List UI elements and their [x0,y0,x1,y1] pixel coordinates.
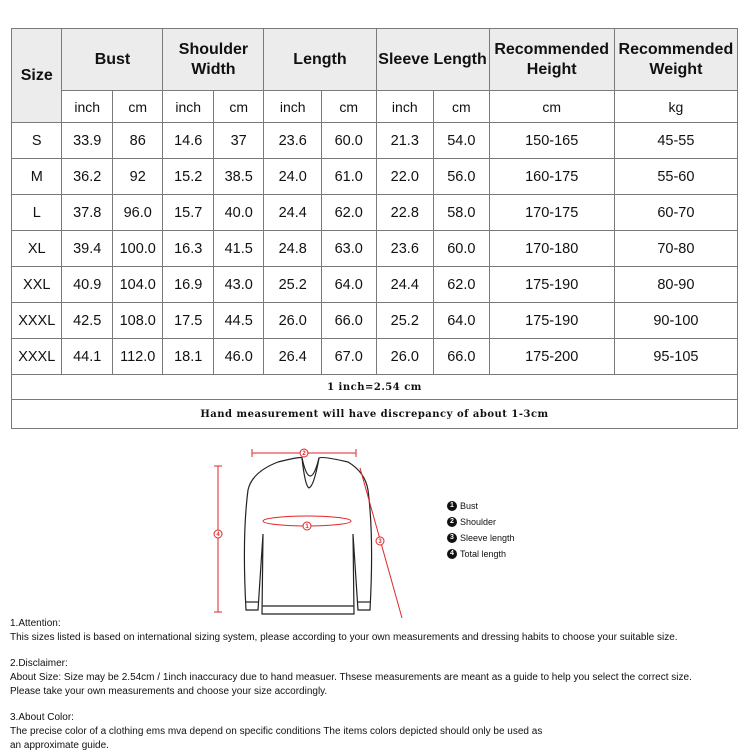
value-cell: 46.0 [213,339,263,375]
table-row [12,339,738,375]
unit-cell: inch [264,91,322,123]
unit-cell: inch [163,91,213,123]
value-cell: 16.9 [163,267,213,303]
number-badge-icon: 2 [447,517,457,527]
height-header: Recommended Height [489,29,614,91]
value-cell: 95-105 [614,339,737,375]
sleeve-header: Sleeve Length [376,29,489,91]
value-cell: 14.6 [163,123,213,159]
value-cell: 40.0 [213,195,263,231]
length-header: Length [264,29,376,91]
table-row [12,123,738,159]
size-rows [12,123,738,375]
number-badge-icon: 3 [447,533,457,543]
size-chart-table [11,28,738,429]
legend-label: Sleeve length [460,533,515,543]
value-cell: 24.8 [264,231,322,267]
value-cell: 61.0 [321,159,376,195]
value-cell: 24.4 [376,267,434,303]
value-cell: 54.0 [434,123,490,159]
attention-title: 1.Attention: [10,618,61,629]
table-row [12,159,738,195]
number-badge-icon: 4 [447,549,457,559]
value-cell: 17.5 [163,303,213,339]
value-cell: 90-100 [614,303,737,339]
legend-item-bust [447,498,515,514]
value-cell: 100.0 [112,231,162,267]
shoulder-header: Shoulder Width [163,29,264,91]
table-row [12,195,738,231]
value-cell: 112.0 [112,339,162,375]
value-cell: 60.0 [434,231,490,267]
value-cell: 25.2 [376,303,434,339]
legend-item-total-length [447,546,515,562]
value-cell: 24.0 [264,159,322,195]
value-cell: 37.8 [62,195,112,231]
value-cell: 60-70 [614,195,737,231]
size-cell: M [12,159,62,195]
value-cell: 62.0 [434,267,490,303]
sweater-drawing [210,446,420,621]
value-cell: 33.9 [62,123,112,159]
unit-cell: cm [213,91,263,123]
value-cell: 26.0 [264,303,322,339]
value-cell: 64.0 [434,303,490,339]
value-cell: 66.0 [434,339,490,375]
value-cell: 175-190 [489,303,614,339]
value-cell: 15.7 [163,195,213,231]
value-cell: 45-55 [614,123,737,159]
conversion-note: 1 inch=2.54 cm [12,375,738,400]
value-cell: 16.3 [163,231,213,267]
discrepancy-row [12,400,738,429]
value-cell: 39.4 [62,231,112,267]
value-cell: 44.1 [62,339,112,375]
legend-label: Bust [460,501,479,511]
discrepancy-note: Hand measurement will have discrepancy of about 1-3cm [12,400,738,429]
table-row [12,303,738,339]
value-cell: 37 [213,123,263,159]
value-cell: 43.0 [213,267,263,303]
size-cell: L [12,195,62,231]
value-cell: 41.5 [213,231,263,267]
value-cell: 40.9 [62,267,112,303]
legend-label: Shoulder [460,517,497,527]
value-cell: 42.5 [62,303,112,339]
value-cell: 62.0 [321,195,376,231]
disclaimer-text: About Size: Size may be 2.54cm / 1inch inaccuracy due to hand measuer. Thsese measurements are meant as a guide to help you select the correct size. [10,672,692,683]
value-cell: 58.0 [434,195,490,231]
value-cell: 170-180 [489,231,614,267]
value-cell: 23.6 [376,231,434,267]
measurement-legend [447,498,515,562]
disclaimer-text-2: Please take your own measurements and choose your size accordingly. [10,686,328,697]
value-cell: 150-165 [489,123,614,159]
unit-cell: inch [62,91,112,123]
value-cell: 86 [112,123,162,159]
value-cell: 160-175 [489,159,614,195]
table-row [12,267,738,303]
value-cell: 36.2 [62,159,112,195]
notes-section [10,617,746,753]
conversion-row [12,375,738,400]
color-title: 3.About Color: [10,712,74,723]
value-cell: 67.0 [321,339,376,375]
size-cell: S [12,123,62,159]
marker-label-2: 2 [302,451,306,457]
value-cell: 18.1 [163,339,213,375]
table-row [12,231,738,267]
value-cell: 23.6 [264,123,322,159]
value-cell: 56.0 [434,159,490,195]
legend-item-sleeve-length [447,530,515,546]
unit-row [12,91,738,123]
size-cell: XXL [12,267,62,303]
value-cell: 22.0 [376,159,434,195]
value-cell: 70-80 [614,231,737,267]
value-cell: 25.2 [264,267,322,303]
marker-label-3: 3 [378,539,382,545]
marker-label-4: 4 [216,532,220,538]
value-cell: 170-175 [489,195,614,231]
marker-label-1: 1 [305,524,309,530]
unit-cell: cm [112,91,162,123]
value-cell: 175-190 [489,267,614,303]
unit-cell: cm [489,91,614,123]
number-badge-icon: 1 [447,501,457,511]
bust-header: Bust [62,29,163,91]
value-cell: 175-200 [489,339,614,375]
unit-cell: kg [614,91,737,123]
value-cell: 26.0 [376,339,434,375]
sweater-diagram [210,446,420,621]
legend-item-shoulder [447,514,515,530]
value-cell: 66.0 [321,303,376,339]
color-text: The precise color of a clothing ems mva depend on specific conditions The items colors depicted should only be used as [10,726,543,737]
attention-text: This sizes listed is based on international sizing system, please according to your own measurements and dressing habits to choose your suitable size. [10,632,678,643]
value-cell: 108.0 [112,303,162,339]
value-cell: 60.0 [321,123,376,159]
size-cell: XXXL [12,303,62,339]
weight-header: Recommended Weight [614,29,737,91]
size-header: Size [12,29,62,123]
unit-cell: inch [376,91,434,123]
value-cell: 44.5 [213,303,263,339]
value-cell: 26.4 [264,339,322,375]
value-cell: 64.0 [321,267,376,303]
unit-cell: cm [321,91,376,123]
header-row [12,29,738,91]
legend-label: Total length [460,549,507,559]
unit-cell: cm [434,91,490,123]
value-cell: 80-90 [614,267,737,303]
value-cell: 92 [112,159,162,195]
disclaimer-title: 2.Disclaimer: [10,658,68,669]
value-cell: 96.0 [112,195,162,231]
size-cell: XXXL [12,339,62,375]
value-cell: 104.0 [112,267,162,303]
value-cell: 24.4 [264,195,322,231]
value-cell: 21.3 [376,123,434,159]
value-cell: 38.5 [213,159,263,195]
sweater-outline [244,458,371,615]
value-cell: 22.8 [376,195,434,231]
size-cell: XL [12,231,62,267]
value-cell: 55-60 [614,159,737,195]
value-cell: 15.2 [163,159,213,195]
color-text-2: an approximate guide. [10,740,109,751]
value-cell: 63.0 [321,231,376,267]
